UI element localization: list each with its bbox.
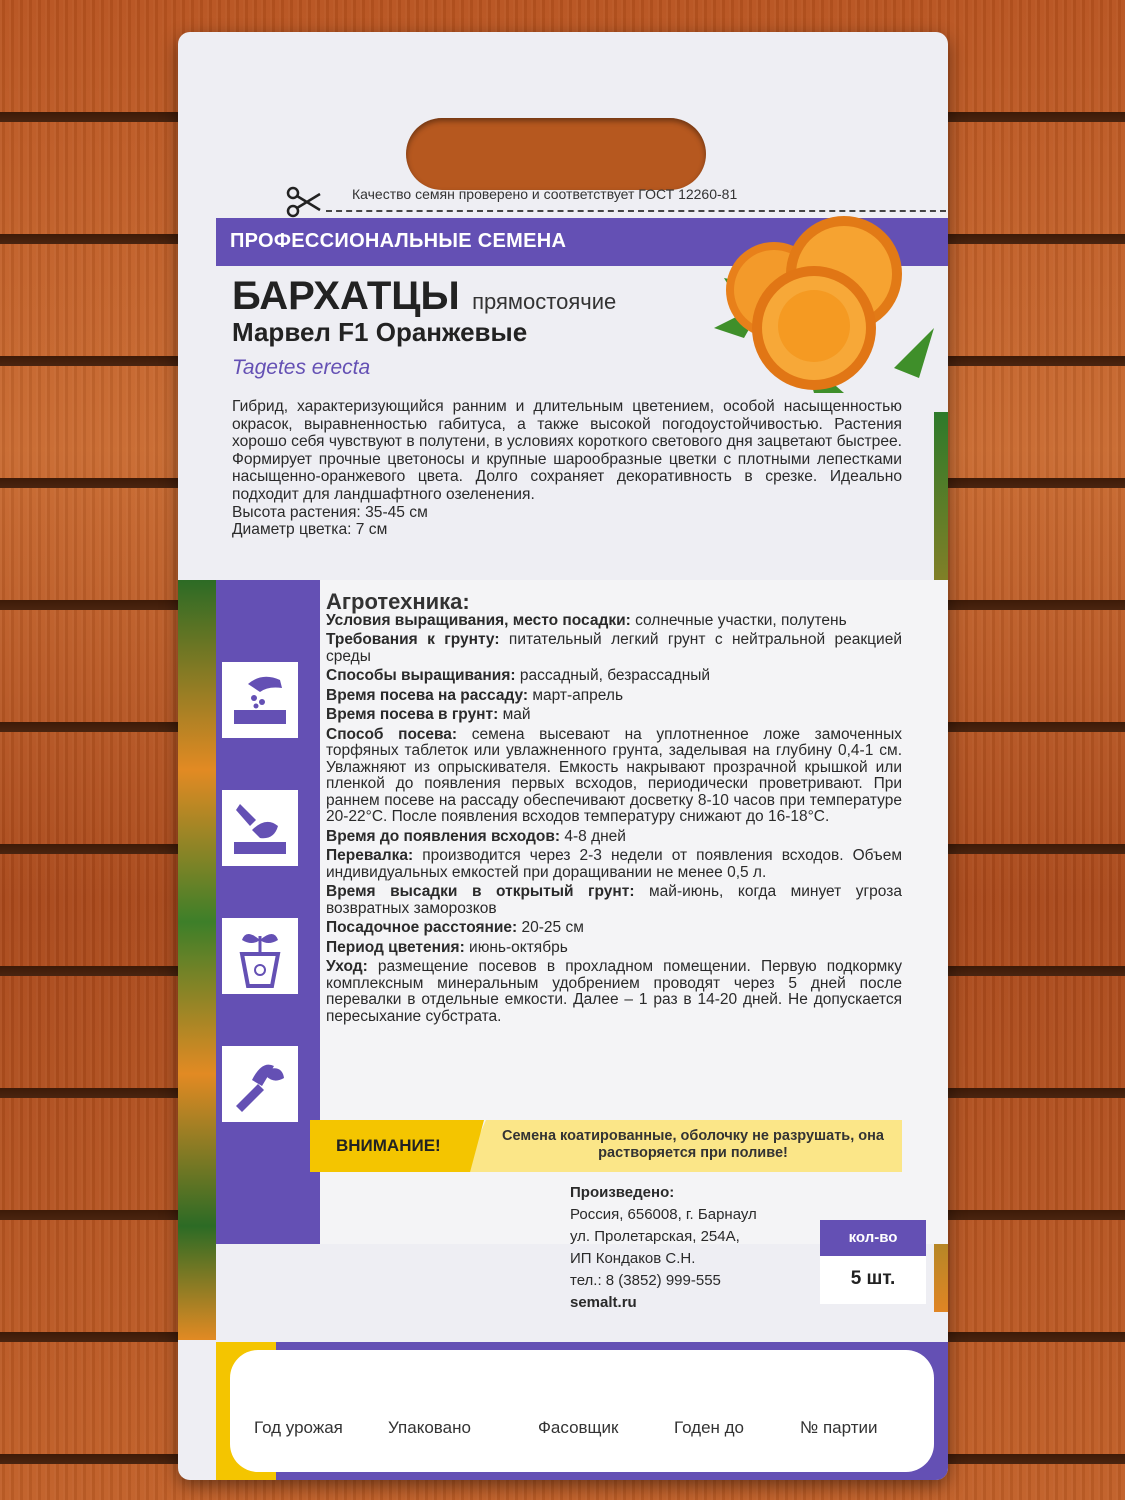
producer-website: semalt.ru [570,1294,637,1311]
agro-item [326,848,902,881]
agro-item [326,688,902,705]
agro-item-label: Время высадки в открытый грунт: [326,883,635,900]
agro-item-text: семена высевают на уплотненное ложе замоченных торфяных таблеток или увлажненного грунта, заделывая на глубину 0,4-1 см. Увлажняют из опрыскивателя. Емкость накрывают прозрачной крышкой или пленкой до появления первых всходов, периодически проветривают. При раннем посеве на рассаду обеспечивают досветку 8-10 часов при температуре 20-22°С. После появления всходов температуру снижают до 16-18°С. [326,725,902,825]
agro-item-text: рассадный, безрассадный [515,667,711,684]
planting-trowel-icon [222,790,298,866]
agro-item [326,884,902,917]
quality-note: Качество семян проверено и соответствует ГОСТ 12260-81 [352,186,738,202]
flower-strip-left [178,580,216,1340]
field-packer: Фасовщик [538,1418,619,1437]
agro-item-label: Способы выращивания: [326,667,516,684]
marigold-flower-illustration [694,208,948,398]
seedling-pot-icon [222,918,298,994]
producer-address: Россия, 656008, г. Барнаул [570,1206,757,1223]
agro-item [326,613,902,630]
producer-heading: Произведено: [570,1184,675,1201]
warning-text: Семена коатированные, оболочку не разрушать, она растворяется при поливе! [502,1128,884,1161]
producer-info [570,1182,757,1314]
product-subtitle: прямостоячие [472,289,617,314]
quantity-value: 5 шт. [850,1268,896,1289]
producer-street: ул. Пролетарская, 254А, [570,1228,740,1245]
agro-item [326,632,902,665]
agro-item-label: Условия выращивания, место посадки: [326,611,631,629]
agro-item-text: 4-8 дней [560,827,626,845]
title-block [232,274,616,380]
agrotech-content [326,589,902,1028]
agro-item-label: Посадочное расстояние: [326,919,518,936]
flower-diameter: Диаметр цветка: 7 см [232,521,388,539]
agro-item-text: май-июнь, когда минует угроза возвратных заморозков [326,883,902,917]
warning-label: ВНИМАНИЕ! [336,1136,441,1155]
agro-item [326,707,902,724]
field-batch: № партии [800,1418,878,1437]
hang-hole [406,118,706,190]
agro-item-label: Время до появления всходов: [326,827,561,845]
field-harvest-year: Год урожая [254,1418,343,1437]
agro-item-label: Период цветения: [326,938,465,956]
agro-item-text: июнь-октябрь [464,938,568,956]
sowing-hand-icon [222,662,298,738]
agro-item [326,940,902,957]
agro-item-label: Перевалка: [326,847,414,864]
agro-item-text: март-апрель [528,686,624,704]
producer-company: ИП Кондаков С.Н. [570,1250,696,1267]
seed-packet [178,32,948,1480]
agrotech-title: Агротехника: [326,589,470,614]
field-expiry: Годен до [674,1418,745,1437]
warning-banner [310,1120,902,1172]
agro-item-text: солнечные участки, полутень [630,611,847,629]
plant-height: Высота растения: 35-45 см [232,503,428,521]
fill-in-card [230,1350,934,1472]
agro-item-label: Требования к грунту: [326,631,500,648]
agro-item-text: май [498,706,531,723]
agro-item-label: Уход: [326,958,368,975]
description-block [232,398,902,539]
agro-item-label: Время посева на рассаду: [326,686,529,704]
description-text: Гибрид, характеризующийся ранним и длительным цветением, особой насыщенностью окрасок, выравненностью габитуса, а также высокой погодоустойчивостью. Растения хорошо себя чувствуют в полутени, в условиях короткого светового дня зацветают быстрее. Формирует прочные цветоносы и крупные шарообразные цветки с плотными лепестками насыщенно-оранжевого цвета. Долго сохраняет декоративность в срезке. Идеально подходит для ландшафтного озеленения. [232,398,902,503]
agro-item [326,829,902,846]
agro-item-text: размещение посевов в прохладном помещении. Первую подкормку комплексным минеральным удобрением проводят через 5 дней после перевалки в отдельные емкости. Далее – 1 раз в 14-20 дней. Не допускается пересыхание субстрата. [326,958,902,1025]
field-packed: Упаковано [388,1418,471,1437]
agro-item [326,727,902,826]
agro-item [326,959,902,1025]
banner-text: ПРОФЕССИОНАЛЬНЫЕ СЕМЕНА [230,230,567,252]
latin-name: Tagetes erecta [232,356,371,379]
variety-name: Марвел F1 Оранжевые [232,317,528,347]
agro-item-text: производится через 2-3 недели от появления всходов. Объем индивидуальных емкостей при доращивании не менее 0,5 л. [326,847,902,881]
quantity-label: кол-во [820,1220,926,1256]
agro-item-text: 20-25 см [517,919,584,936]
pruning-shears-icon [222,1046,298,1122]
scissors-icon [286,186,322,218]
quantity-box [820,1220,926,1304]
agro-item-label: Время посева в грунт: [326,706,499,723]
agro-item [326,920,902,937]
agro-item-text: питательный легкий грунт с нейтральной реакцией среды [326,631,902,665]
producer-phone: тел.: 8 (3852) 999-555 [570,1272,721,1289]
agro-item [326,668,902,685]
agro-item-label: Способ посева: [326,725,458,743]
product-title: БАРХАТЦЫ [232,274,460,318]
